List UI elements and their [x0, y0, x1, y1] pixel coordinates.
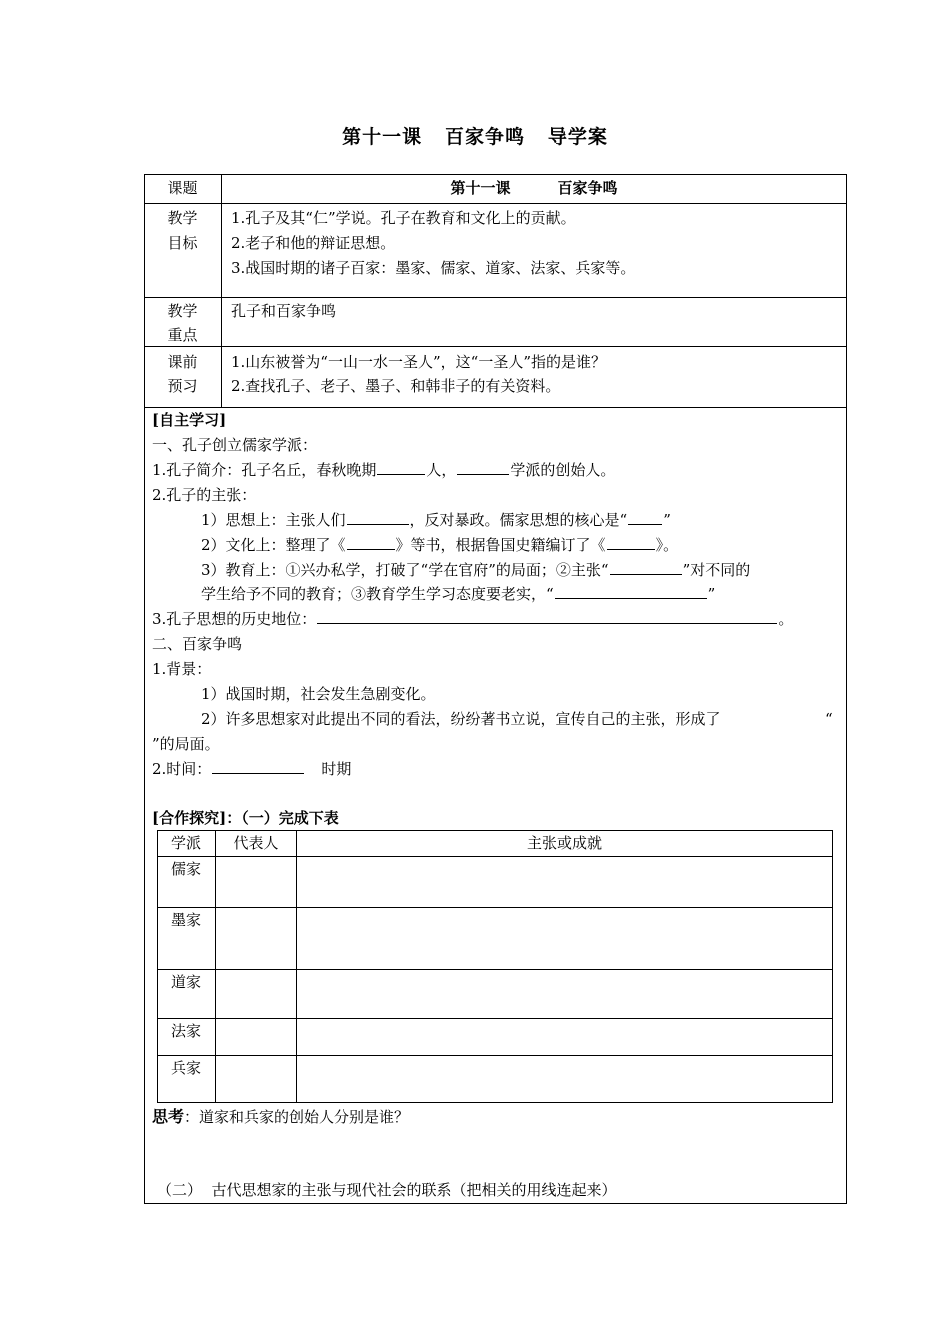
question-text: 。	[778, 610, 794, 628]
school-name: 法家	[170, 1022, 201, 1040]
row-divider	[157, 1055, 833, 1056]
blank-field[interactable]	[628, 509, 662, 525]
blank-field[interactable]	[610, 559, 682, 575]
row-divider	[144, 297, 847, 298]
blank-field[interactable]	[347, 509, 409, 525]
question-text: 1.孔子简介：孔子名丘，春秋晚期	[152, 461, 377, 479]
think-question	[152, 1106, 409, 1128]
row-divider	[157, 969, 833, 970]
focus-value: 孔子和百家争鸣	[231, 302, 337, 320]
part-two-heading: （二） 古代思想家的主张与现代社会的联系（把相关的用线连起来）	[157, 1181, 617, 1199]
row-divider	[144, 346, 847, 347]
school-name: 墨家	[170, 911, 201, 929]
preview-item: 2.查找孔子、老子、墨子、和韩非子的有关资料。	[231, 377, 561, 395]
school-name: 兵家	[170, 1059, 201, 1077]
question-text: 3）教育上：①兴办私学，打破了“学在官府”的局面；②主张“	[201, 561, 609, 579]
background-item-cont: ”的局面。	[152, 735, 220, 753]
goal-item: 1.孔子及其“仁”学说。孔子在教育和文化上的贡献。	[231, 209, 576, 227]
section-heading: 二、百家争鸣	[152, 635, 243, 653]
goal-label-line1: 教学	[167, 209, 198, 227]
blank-field[interactable]	[347, 534, 395, 550]
self-study-heading: [自主学习]	[152, 411, 227, 429]
question-1	[152, 459, 615, 481]
time-question	[152, 758, 351, 780]
blank-field[interactable]	[377, 459, 425, 475]
background-item: 2）许多思想家对此提出不同的看法，纷纷著书立说，宣传自己的主张，形成了	[201, 710, 721, 728]
goal-label-line2: 目标	[167, 234, 198, 252]
topic-label: 课题	[167, 179, 198, 197]
blank-field[interactable]	[607, 534, 655, 550]
goal-item: 2.老子和他的辩证思想。	[231, 234, 396, 252]
question-text: 2.时间：	[152, 760, 212, 778]
school-name: 道家	[170, 973, 201, 991]
background-heading: 1.背景：	[152, 660, 212, 678]
question-text: ”	[663, 511, 671, 529]
column-header: 学派	[170, 834, 201, 852]
question-2-2	[201, 534, 678, 556]
blank-field[interactable]	[317, 608, 777, 624]
focus-label-line2: 重点	[167, 326, 198, 344]
question-2-1	[201, 509, 671, 531]
question-text: 学生给予不同的教育；③教育学生学习态度要老实，“	[201, 585, 554, 603]
question-text: 》。	[655, 536, 679, 554]
cooperate-heading: [合作探究]：（一）完成下表	[152, 809, 339, 827]
question-text: 人，	[426, 461, 457, 479]
column-divider	[296, 830, 297, 1103]
row-divider	[157, 856, 833, 857]
topic-value: 第十一课 百家争鸣	[450, 179, 618, 197]
page-title: 第十一课 百家争鸣 导学案	[342, 126, 608, 148]
blank-field[interactable]	[457, 459, 509, 475]
column-header: 代表人	[233, 834, 279, 852]
row-divider	[144, 407, 847, 408]
column-divider	[221, 174, 222, 407]
question-text: ，反对暴政。儒家思想的核心是“	[409, 511, 628, 529]
focus-label-line1: 教学	[167, 302, 198, 320]
question-text: ”对不同的	[682, 561, 751, 579]
preview-item: 1.山东被誉为“一山一水一圣人”，这“一圣人”指的是谁？	[231, 353, 606, 371]
question-2: 2.孔子的主张：	[152, 486, 257, 504]
quote-mark: “	[825, 710, 833, 728]
blank-field[interactable]	[212, 758, 304, 774]
question-text: 》等书，根据鲁国史籍编订了《	[395, 536, 606, 554]
blank-field[interactable]	[555, 583, 707, 599]
section-heading: 一、孔子创立儒家学派：	[152, 436, 318, 454]
background-item: 1）战国时期，社会发生急剧变化。	[201, 685, 436, 703]
question-3	[152, 608, 793, 630]
question-2-3-cont	[201, 583, 715, 605]
question-2-3	[201, 559, 750, 581]
question-text: ”	[707, 585, 716, 603]
school-table	[157, 830, 833, 1103]
question-text: 1）思想上：主张人们	[201, 511, 346, 529]
school-name: 儒家	[170, 860, 201, 878]
row-divider	[157, 907, 833, 908]
row-divider	[144, 203, 847, 204]
question-text: 3.孔子思想的历史地位：	[152, 610, 317, 628]
column-header: 主张或成就	[526, 834, 602, 852]
think-text: ：道家和兵家的创始人分别是谁？	[184, 1108, 410, 1126]
question-text: 学派的创始人。	[510, 461, 616, 479]
think-label: 思考	[152, 1107, 185, 1126]
preview-label-line1: 课前	[167, 353, 198, 371]
question-text: 时期	[321, 760, 352, 778]
preview-label-line2: 预习	[167, 377, 198, 395]
goal-item: 3.战国时期的诸子百家：墨家、儒家、道家、法家、兵家等。	[231, 259, 636, 277]
row-divider	[157, 1018, 833, 1019]
question-text: 2）文化上：整理了《	[201, 536, 346, 554]
column-divider	[215, 830, 216, 1103]
